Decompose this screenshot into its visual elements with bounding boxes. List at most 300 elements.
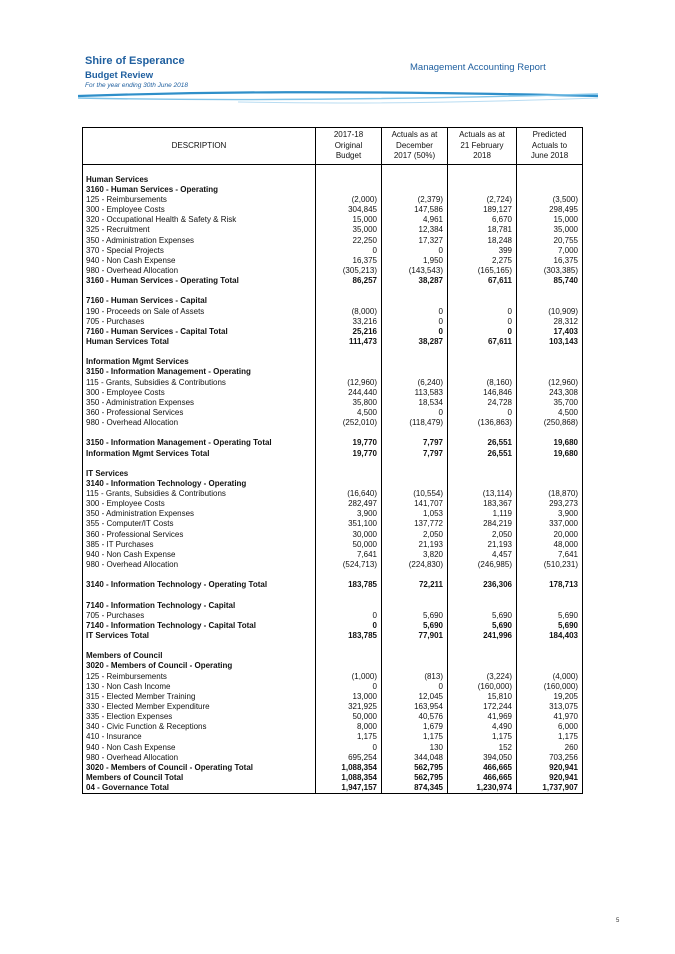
row-description: 7160 - Human Services - Capital Total [83, 327, 316, 337]
amount-cell: 19,680 [517, 438, 583, 448]
empty-cell [83, 164, 316, 175]
amount-cell: 21,193 [382, 540, 448, 550]
section-heading-row [83, 357, 583, 367]
total-row [83, 763, 583, 773]
column-header-actuals-december [382, 128, 448, 165]
amount-cell: 3,820 [382, 550, 448, 560]
row-description: 3150 - Information Management - Operating [83, 367, 316, 377]
row-description: 980 - Overhead Allocation [83, 266, 316, 276]
table-row [83, 530, 583, 540]
empty-cell [83, 286, 316, 296]
row-description: 940 - Non Cash Expense [83, 256, 316, 266]
empty-cell [316, 164, 382, 175]
empty-cell [83, 570, 316, 580]
column-header-description: DESCRIPTION [83, 128, 316, 165]
row-description: IT Services [83, 469, 316, 479]
amount-cell: 399 [448, 246, 517, 256]
amount-cell: 1,679 [382, 722, 448, 732]
row-description: 705 - Purchases [83, 317, 316, 327]
amount-cell: 183,785 [316, 631, 382, 641]
amount-cell [316, 661, 382, 671]
row-description: 130 - Non Cash Income [83, 682, 316, 692]
amount-cell: 35,000 [517, 225, 583, 235]
amount-cell: 20,755 [517, 235, 583, 245]
amount-cell: 241,996 [448, 631, 517, 641]
amount-cell: 0 [448, 306, 517, 316]
amount-cell: 85,740 [517, 276, 583, 286]
amount-cell: (252,010) [316, 418, 382, 428]
row-description: 300 - Employee Costs [83, 499, 316, 509]
amount-cell: (143,543) [382, 266, 448, 276]
amount-cell: 183,785 [316, 580, 382, 590]
amount-cell: 38,287 [382, 337, 448, 347]
amount-cell: 50,000 [316, 540, 382, 550]
amount-cell: (813) [382, 672, 448, 682]
amount-cell: 7,641 [517, 550, 583, 560]
row-description: Human Services [83, 175, 316, 185]
amount-cell: 72,211 [382, 580, 448, 590]
row-description: 320 - Occupational Health & Safety & Risk [83, 215, 316, 225]
amount-cell: 466,665 [448, 773, 517, 783]
amount-cell: 86,257 [316, 276, 382, 286]
amount-cell: 1,175 [382, 732, 448, 742]
empty-cell [83, 590, 316, 600]
empty-cell [316, 641, 382, 651]
empty-cell [517, 570, 583, 580]
amount-cell: (18,870) [517, 489, 583, 499]
table-row [83, 692, 583, 702]
empty-cell [517, 590, 583, 600]
total-row [83, 448, 583, 458]
amount-cell: 5,690 [382, 611, 448, 621]
empty-cell [448, 347, 517, 357]
amount-cell: 189,127 [448, 205, 517, 215]
amount-cell: 7,641 [316, 550, 382, 560]
table-row [83, 225, 583, 235]
total-row [83, 438, 583, 448]
spacer-row [83, 641, 583, 651]
empty-cell [517, 641, 583, 651]
amount-cell: 147,586 [382, 205, 448, 215]
amount-cell: 1,088,354 [316, 773, 382, 783]
total-row [83, 631, 583, 641]
amount-cell: 4,961 [382, 215, 448, 225]
header-line: 2018 [473, 151, 491, 160]
empty-cell [382, 570, 448, 580]
header-line: Actuals as at [391, 130, 438, 139]
amount-cell [316, 185, 382, 195]
header-line: Budget [335, 151, 362, 160]
empty-cell [83, 428, 316, 438]
empty-cell [316, 570, 382, 580]
table-row [83, 509, 583, 519]
amount-cell: 5,690 [448, 621, 517, 631]
amount-cell: 35,800 [316, 398, 382, 408]
amount-cell [316, 175, 382, 185]
amount-cell: 25,216 [316, 327, 382, 337]
header-line: Original [334, 140, 363, 150]
spacer-row [83, 347, 583, 357]
amount-cell: 26,551 [448, 438, 517, 448]
section-heading-row [83, 175, 583, 185]
amount-cell [517, 601, 583, 611]
table-row [83, 256, 583, 266]
amount-cell: 1,119 [448, 509, 517, 519]
amount-cell [316, 296, 382, 306]
header-line: Actuals to [531, 140, 568, 150]
amount-cell: 20,000 [517, 530, 583, 540]
row-description: Members of Council Total [83, 773, 316, 783]
amount-cell: 12,384 [382, 225, 448, 235]
amount-cell: 0 [448, 317, 517, 327]
table-row [83, 540, 583, 550]
spacer-row [83, 286, 583, 296]
row-description: 300 - Employee Costs [83, 205, 316, 215]
amount-cell: 0 [382, 246, 448, 256]
report-title: Management Accounting Report [410, 62, 546, 73]
table-row [83, 398, 583, 408]
total-row [83, 783, 583, 794]
row-description: 370 - Special Projects [83, 246, 316, 256]
amount-cell: 16,375 [316, 256, 382, 266]
amount-cell [382, 601, 448, 611]
amount-cell [448, 357, 517, 367]
table-row [83, 215, 583, 225]
amount-cell: 874,345 [382, 783, 448, 794]
amount-cell: 18,248 [448, 235, 517, 245]
amount-cell: (305,213) [316, 266, 382, 276]
amount-cell: (2,379) [382, 195, 448, 205]
budget-review-table [82, 127, 583, 794]
empty-cell [316, 459, 382, 469]
amount-cell: 28,312 [517, 317, 583, 327]
header-line: December [396, 140, 433, 150]
amount-cell: 0 [316, 246, 382, 256]
amount-cell: (12,960) [517, 377, 583, 387]
table-row [83, 732, 583, 742]
empty-cell [448, 286, 517, 296]
amount-cell [316, 479, 382, 489]
amount-cell: 236,306 [448, 580, 517, 590]
row-description: 980 - Overhead Allocation [83, 753, 316, 763]
row-description: 115 - Grants, Subsidies & Contributions [83, 377, 316, 387]
amount-cell: 30,000 [316, 530, 382, 540]
header-line: 21 February [460, 140, 504, 150]
table-header-row [83, 128, 583, 165]
row-description: 7140 - Information Technology - Capital [83, 601, 316, 611]
amount-cell: 26,551 [448, 448, 517, 458]
amount-cell: 1,737,907 [517, 783, 583, 794]
empty-cell [448, 570, 517, 580]
amount-cell: (3,500) [517, 195, 583, 205]
amount-cell [382, 296, 448, 306]
row-description: 335 - Election Expenses [83, 712, 316, 722]
amount-cell: 284,219 [448, 519, 517, 529]
table-row [83, 489, 583, 499]
amount-cell: 7,797 [382, 448, 448, 458]
header-line: Actuals as at [459, 130, 505, 139]
row-description: Information Mgmt Services Total [83, 448, 316, 458]
table-row [83, 235, 583, 245]
empty-cell [316, 590, 382, 600]
row-description: Human Services Total [83, 337, 316, 347]
row-description: 3020 - Members of Council - Operating Total [83, 763, 316, 773]
amount-cell: 0 [382, 317, 448, 327]
amount-cell: 466,665 [448, 763, 517, 773]
amount-cell: 695,254 [316, 753, 382, 763]
row-description: 355 - Computer/IT Costs [83, 519, 316, 529]
row-description: 190 - Proceeds on Sale of Assets [83, 306, 316, 316]
empty-cell [448, 641, 517, 651]
amount-cell: 0 [316, 682, 382, 692]
empty-cell [517, 347, 583, 357]
row-description: 300 - Employee Costs [83, 388, 316, 398]
amount-cell [382, 357, 448, 367]
amount-cell: 152 [448, 743, 517, 753]
amount-cell: (136,863) [448, 418, 517, 428]
amount-cell: 244,440 [316, 388, 382, 398]
row-description: 7160 - Human Services - Capital [83, 296, 316, 306]
spacer-row [83, 164, 583, 175]
row-description: 705 - Purchases [83, 611, 316, 621]
amount-cell: 0 [448, 408, 517, 418]
total-row [83, 276, 583, 286]
amount-cell [448, 479, 517, 489]
section-heading-row [83, 185, 583, 195]
row-description: 115 - Grants, Subsidies & Contributions [83, 489, 316, 499]
amount-cell [316, 367, 382, 377]
total-row [83, 337, 583, 347]
amount-cell: (1,000) [316, 672, 382, 682]
amount-cell [517, 651, 583, 661]
table-row [83, 266, 583, 276]
amount-cell: 17,327 [382, 235, 448, 245]
table-row [83, 702, 583, 712]
amount-cell: 18,781 [448, 225, 517, 235]
section-heading-row [83, 479, 583, 489]
empty-cell [448, 164, 517, 175]
amount-cell: (303,385) [517, 266, 583, 276]
amount-cell: 703,256 [517, 753, 583, 763]
table-row [83, 519, 583, 529]
spacer-row [83, 459, 583, 469]
amount-cell: (8,160) [448, 377, 517, 387]
amount-cell: 1,053 [382, 509, 448, 519]
amount-cell: 1,947,157 [316, 783, 382, 794]
empty-cell [382, 286, 448, 296]
amount-cell: (160,000) [517, 682, 583, 692]
row-description: 125 - Reimbursements [83, 195, 316, 205]
amount-cell: (118,479) [382, 418, 448, 428]
amount-cell: 35,000 [316, 225, 382, 235]
row-description: 315 - Elected Member Training [83, 692, 316, 702]
row-description: 940 - Non Cash Expense [83, 550, 316, 560]
table-row [83, 388, 583, 398]
amount-cell: 17,403 [517, 327, 583, 337]
header-line: Predicted [532, 130, 567, 139]
amount-cell: 103,143 [517, 337, 583, 347]
amount-cell: 0 [316, 621, 382, 631]
empty-cell [382, 590, 448, 600]
page-number: 5 [616, 918, 620, 924]
empty-cell [517, 428, 583, 438]
amount-cell: (160,000) [448, 682, 517, 692]
amount-cell: 22,250 [316, 235, 382, 245]
amount-cell [448, 185, 517, 195]
amount-cell: 920,941 [517, 773, 583, 783]
amount-cell [448, 651, 517, 661]
reporting-period: For the year ending 30th June 2018 [85, 82, 188, 89]
empty-cell [83, 641, 316, 651]
table-row [83, 377, 583, 387]
empty-cell [448, 428, 517, 438]
amount-cell: (165,165) [448, 266, 517, 276]
table-row [83, 712, 583, 722]
amount-cell: 5,690 [382, 621, 448, 631]
amount-cell: 2,050 [382, 530, 448, 540]
amount-cell: 0 [382, 306, 448, 316]
amount-cell: 40,576 [382, 712, 448, 722]
amount-cell: 5,690 [517, 611, 583, 621]
row-description: 940 - Non Cash Expense [83, 743, 316, 753]
amount-cell [517, 357, 583, 367]
row-description: 410 - Insurance [83, 732, 316, 742]
amount-cell: 0 [382, 682, 448, 692]
amount-cell: 6,670 [448, 215, 517, 225]
row-description: 350 - Administration Expenses [83, 398, 316, 408]
amount-cell [382, 469, 448, 479]
section-heading-row [83, 469, 583, 479]
table-row [83, 317, 583, 327]
amount-cell: 18,534 [382, 398, 448, 408]
amount-cell: 33,216 [316, 317, 382, 327]
amount-cell: 146,846 [448, 388, 517, 398]
row-description: 125 - Reimbursements [83, 672, 316, 682]
total-row [83, 621, 583, 631]
row-description: Members of Council [83, 651, 316, 661]
table-row [83, 560, 583, 570]
column-header-predicted-actuals [517, 128, 583, 165]
row-description: 3140 - Information Technology - Operating Total [83, 580, 316, 590]
document-title: Budget Review [85, 70, 154, 81]
amount-cell: 3,900 [316, 509, 382, 519]
amount-cell: (2,000) [316, 195, 382, 205]
amount-cell: (250,868) [517, 418, 583, 428]
empty-cell [382, 164, 448, 175]
row-description: 330 - Elected Member Expenditure [83, 702, 316, 712]
amount-cell: 1,088,354 [316, 763, 382, 773]
amount-cell [448, 175, 517, 185]
table-row [83, 550, 583, 560]
amount-cell: 6,000 [517, 722, 583, 732]
row-description: 350 - Administration Expenses [83, 235, 316, 245]
amount-cell: 1,175 [448, 732, 517, 742]
amount-cell: (12,960) [316, 377, 382, 387]
spacer-row [83, 428, 583, 438]
amount-cell [316, 469, 382, 479]
amount-cell [316, 651, 382, 661]
amount-cell: 8,000 [316, 722, 382, 732]
empty-cell [382, 347, 448, 357]
empty-cell [448, 590, 517, 600]
amount-cell [382, 175, 448, 185]
table-row [83, 672, 583, 682]
section-heading-row [83, 367, 583, 377]
amount-cell [517, 479, 583, 489]
table-row [83, 682, 583, 692]
column-header-original-budget [316, 128, 382, 165]
amount-cell: 77,901 [382, 631, 448, 641]
amount-cell: 304,845 [316, 205, 382, 215]
total-row [83, 327, 583, 337]
amount-cell: 321,925 [316, 702, 382, 712]
amount-cell: (13,114) [448, 489, 517, 499]
amount-cell: 111,473 [316, 337, 382, 347]
amount-cell: 15,810 [448, 692, 517, 702]
amount-cell [448, 661, 517, 671]
row-description: 350 - Administration Expenses [83, 509, 316, 519]
empty-cell [382, 641, 448, 651]
amount-cell: 0 [448, 327, 517, 337]
amount-cell [517, 469, 583, 479]
empty-cell [517, 164, 583, 175]
amount-cell: (6,240) [382, 377, 448, 387]
section-heading-row [83, 651, 583, 661]
spacer-row [83, 590, 583, 600]
amount-cell: 38,287 [382, 276, 448, 286]
amount-cell: 172,244 [448, 702, 517, 712]
empty-cell [382, 459, 448, 469]
amount-cell: 19,680 [517, 448, 583, 458]
table-row [83, 753, 583, 763]
amount-cell [517, 661, 583, 671]
header-line: 2017-18 [333, 130, 364, 139]
amount-cell: 4,490 [448, 722, 517, 732]
amount-cell: 41,969 [448, 712, 517, 722]
amount-cell: 21,193 [448, 540, 517, 550]
amount-cell: 5,690 [448, 611, 517, 621]
amount-cell: 24,728 [448, 398, 517, 408]
organisation-name: Shire of Esperance [85, 55, 185, 67]
row-description: 385 - IT Purchases [83, 540, 316, 550]
amount-cell [517, 175, 583, 185]
amount-cell: 243,308 [517, 388, 583, 398]
amount-cell: 12,045 [382, 692, 448, 702]
amount-cell: (4,000) [517, 672, 583, 682]
amount-cell: 0 [382, 408, 448, 418]
amount-cell: 178,713 [517, 580, 583, 590]
amount-cell: 16,375 [517, 256, 583, 266]
table-row [83, 246, 583, 256]
amount-cell [316, 601, 382, 611]
amount-cell: 184,403 [517, 631, 583, 641]
amount-cell: 3,900 [517, 509, 583, 519]
amount-cell: 5,690 [517, 621, 583, 631]
amount-cell: 337,000 [517, 519, 583, 529]
amount-cell: (510,231) [517, 560, 583, 570]
amount-cell: 293,273 [517, 499, 583, 509]
amount-cell: 67,611 [448, 337, 517, 347]
amount-cell [382, 479, 448, 489]
row-description: 7140 - Information Technology - Capital Total [83, 621, 316, 631]
table-row [83, 611, 583, 621]
amount-cell [382, 661, 448, 671]
amount-cell: 1,230,974 [448, 783, 517, 794]
table-row [83, 722, 583, 732]
empty-cell [448, 459, 517, 469]
amount-cell: 163,954 [382, 702, 448, 712]
amount-cell [517, 296, 583, 306]
